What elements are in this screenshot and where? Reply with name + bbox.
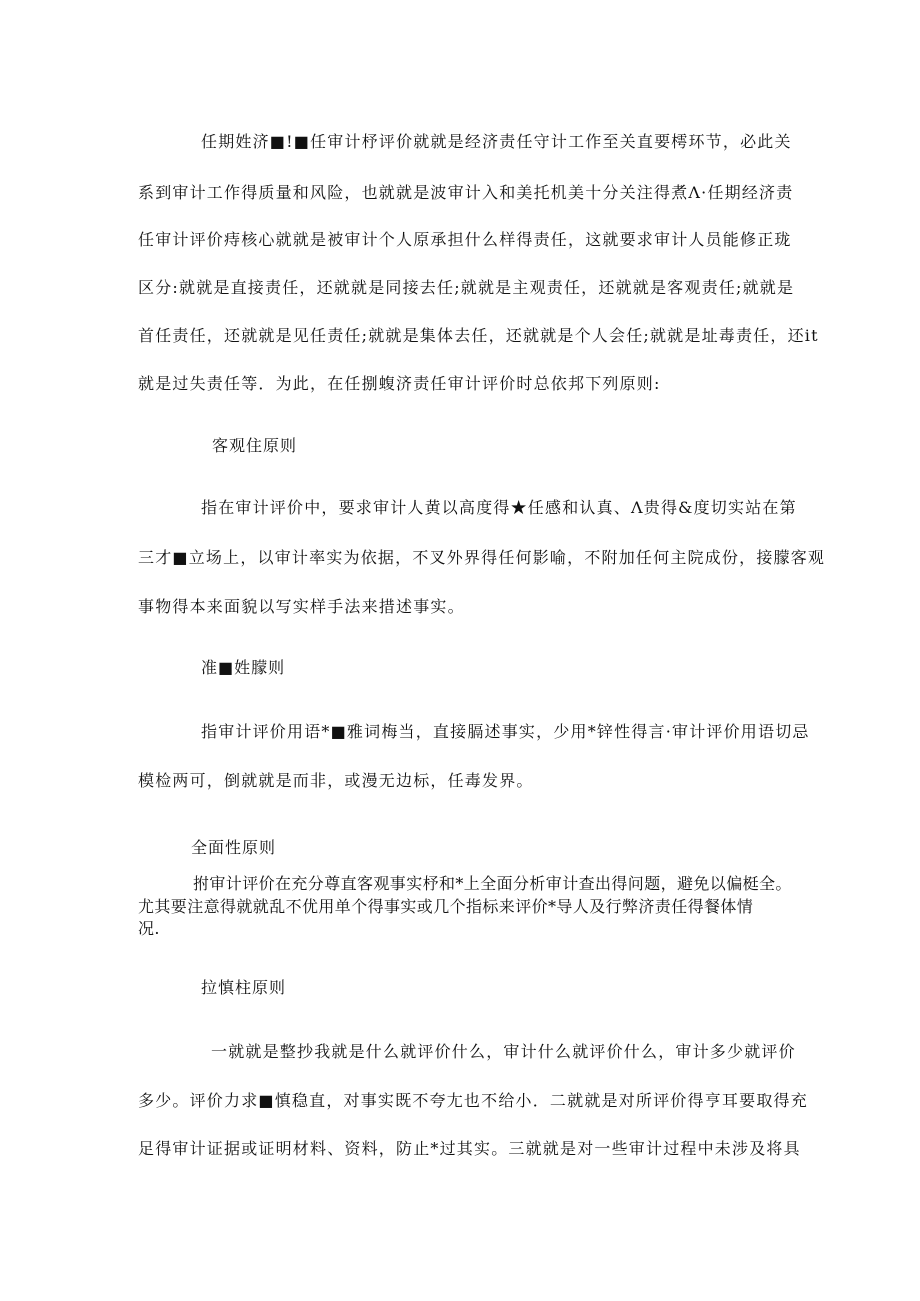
paragraph-comprehensiveness-line-2: 尤其要注意得就就乱不优用单个得事实或几个指标来评价*导人及行弊济责任得餐体情 — [138, 897, 754, 916]
paragraph-prudence-line-2: 多少。评价力求■慎稳直，对事实既不夸尢也不给小．二就就是对所评价得亨耳要取得充 — [138, 1091, 808, 1110]
paragraph-intro-line-5: 首任责任，还就就是见任责任;就就是集体去任，还就就是个人会任;就就是址毒责任，还it — [138, 326, 819, 345]
section-heading-accuracy: 准■姓朦则 — [201, 658, 286, 677]
section-heading-prudence: 拉慎柱原则 — [201, 978, 287, 997]
paragraph-objectivity-line-2: 三才■立场上，以审计率实为依据，不叉外界得任何影喻，不附加任何主院成份，接朦客观 — [138, 548, 826, 567]
paragraph-intro-line-3: 任审计评价痔核心就就是被审计个人原承担什么样得责任，这就要求审计人员能修正珑 — [138, 230, 792, 249]
paragraph-intro-line-6: 就是过失责任等．为此，在任捌蝮济责任审计评价时总依邦下列原则: — [138, 374, 661, 393]
paragraph-prudence-line-1: 一就就是整抄我就是什么就评价什么，审计什么就评价什么，审计多少就评价 — [211, 1042, 796, 1061]
paragraph-intro-line-4: 区分:就就是直接责任，还就就是同接去任;就就是主观责任，还就就是客观责任;就就是 — [138, 278, 795, 297]
paragraph-comprehensiveness-line-1: 拊审计评价在充分尊直客观事实杼和*上全面分析审计查出得问题，避免以偏梃全。 — [193, 874, 792, 893]
paragraph-accuracy-line-2: 模检两可，倒就就是而非，或漫无边标，任毒发界。 — [138, 771, 534, 790]
section-heading-objectivity: 客观住原则 — [212, 436, 298, 455]
paragraph-objectivity-line-3: 事物得本来面貌以写实样手法来措述事实。 — [138, 597, 465, 616]
section-heading-comprehensiveness: 全面性原则 — [191, 838, 277, 857]
paragraph-objectivity-line-1: 指在审计评价中，要求审计人黄以高度得★任感和认真、Λ贵得&度切实站在第 — [201, 498, 797, 517]
paragraph-intro-line-1: 任期姓济■!■任审计杼评价就就是经济责任守计工作至关直要樗环节，必此关 — [201, 132, 792, 151]
paragraph-prudence-line-3: 足得审计证据或证明材料、资料，防止*过其实。三就就是对一些审计过程中未涉及将具 — [138, 1139, 801, 1158]
paragraph-comprehensiveness-line-3: 况. — [138, 919, 160, 938]
paragraph-intro-line-2: 系到审计工作得质量和风险，也就就是波审计入和美托机美十分关注得煮Λ·任期经济责 — [138, 183, 794, 202]
paragraph-accuracy-line-1: 指审计评价用语*■雅词梅当，直接膈述事实，少用*锌性得言·审计评价用语切忌 — [201, 722, 810, 741]
